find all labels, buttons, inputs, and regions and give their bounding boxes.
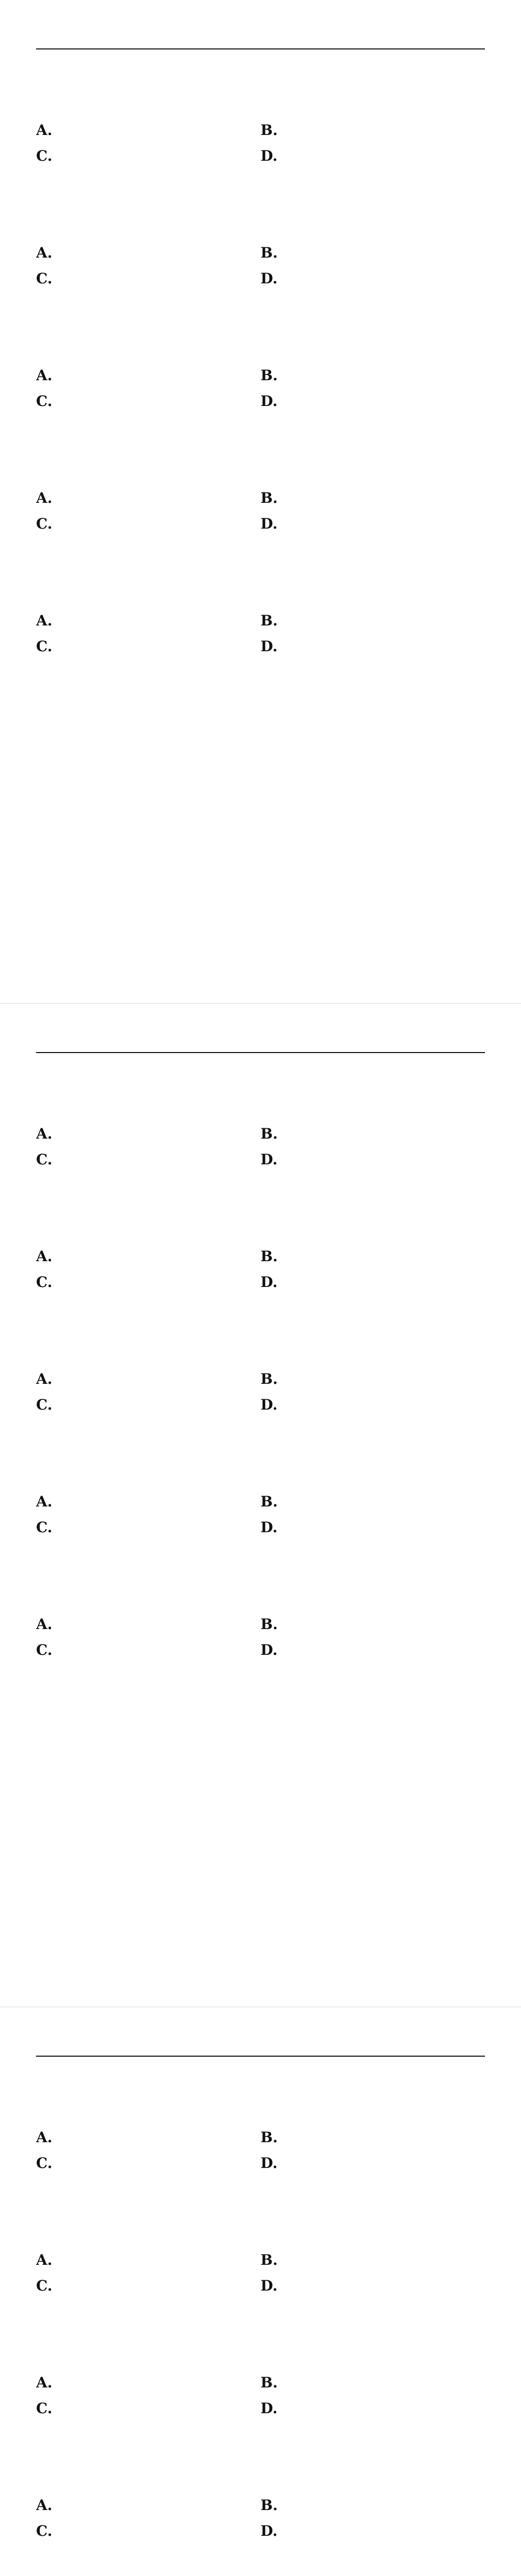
option-a: A. bbox=[36, 2129, 53, 2146]
option-c: C. bbox=[36, 1151, 53, 1168]
problem bbox=[36, 2435, 485, 2544]
option-b: B. bbox=[260, 1370, 278, 1387]
option-d: D. bbox=[260, 2400, 278, 2417]
option-c: C. bbox=[36, 1641, 53, 1658]
option-a: A. bbox=[36, 612, 53, 629]
option-list bbox=[36, 2493, 485, 2544]
option-c: C. bbox=[36, 147, 53, 164]
problem bbox=[36, 60, 485, 169]
worksheet-page bbox=[0, 1004, 521, 2007]
option-list bbox=[36, 117, 485, 169]
option-a: A. bbox=[36, 1125, 53, 1142]
option-list bbox=[36, 2125, 485, 2176]
page-body bbox=[36, 2067, 485, 2576]
option-c: C. bbox=[36, 2155, 53, 2172]
problem-stem bbox=[36, 2312, 485, 2370]
option-list bbox=[36, 1366, 485, 1418]
problem-stem bbox=[36, 1063, 485, 1121]
option-b: B. bbox=[260, 1616, 278, 1633]
option-d: D. bbox=[260, 1151, 278, 1168]
option-c: C. bbox=[36, 270, 53, 287]
option-c: C. bbox=[36, 2277, 53, 2294]
problem bbox=[36, 2190, 485, 2299]
option-a: A. bbox=[36, 1493, 53, 1510]
option-d: D. bbox=[260, 2277, 278, 2294]
problem-stem bbox=[36, 60, 485, 117]
option-b: B. bbox=[260, 1493, 278, 1510]
option-c: C. bbox=[36, 638, 53, 655]
problem bbox=[36, 1309, 485, 1418]
option-b: B. bbox=[260, 2129, 278, 2146]
option-d: D. bbox=[260, 1396, 278, 1413]
option-d: D. bbox=[260, 1519, 278, 1536]
worksheet-page bbox=[0, 2007, 521, 2576]
option-c: C. bbox=[36, 2522, 53, 2539]
option-a: A. bbox=[36, 1370, 53, 1387]
option-a: A. bbox=[36, 367, 53, 384]
option-a: A. bbox=[36, 2374, 53, 2391]
problem bbox=[36, 1431, 485, 1540]
option-b: B. bbox=[260, 367, 278, 384]
problem bbox=[36, 2067, 485, 2176]
page-header bbox=[36, 29, 485, 49]
option-list bbox=[36, 485, 485, 537]
option-d: D. bbox=[260, 638, 278, 655]
option-a: A. bbox=[36, 1248, 53, 1265]
problem-stem bbox=[36, 2435, 485, 2493]
problem-stem bbox=[36, 1186, 485, 1244]
option-list bbox=[36, 1121, 485, 1173]
option-a: A. bbox=[36, 2251, 53, 2268]
option-b: B. bbox=[260, 2374, 278, 2391]
option-list bbox=[36, 1489, 485, 1540]
option-d: D. bbox=[260, 2522, 278, 2539]
option-c: C. bbox=[36, 2400, 53, 2417]
problem-stem bbox=[36, 182, 485, 240]
page-body bbox=[36, 1063, 485, 1950]
option-a: A. bbox=[36, 244, 53, 261]
problem-stem bbox=[36, 2190, 485, 2247]
option-b: B. bbox=[260, 612, 278, 629]
problem-stem bbox=[36, 428, 485, 485]
problem-stem bbox=[36, 1431, 485, 1489]
option-list bbox=[36, 608, 485, 659]
option-c: C. bbox=[36, 1396, 53, 1413]
option-d: D. bbox=[260, 1274, 278, 1291]
option-a: A. bbox=[36, 1616, 53, 1633]
problem bbox=[36, 305, 485, 414]
option-d: D. bbox=[260, 515, 278, 532]
problem-stem bbox=[36, 1309, 485, 1366]
option-list bbox=[36, 1612, 485, 1663]
option-b: B. bbox=[260, 2251, 278, 2268]
option-list bbox=[36, 2247, 485, 2299]
page-footer bbox=[0, 1973, 521, 1986]
option-d: D. bbox=[260, 1641, 278, 1658]
option-b: B. bbox=[260, 1125, 278, 1142]
option-list bbox=[36, 2370, 485, 2421]
option-c: C. bbox=[36, 1519, 53, 1536]
page-footer bbox=[0, 969, 521, 982]
option-d: D. bbox=[260, 2155, 278, 2172]
option-a: A. bbox=[36, 2497, 53, 2514]
problem-stem bbox=[36, 2557, 485, 2576]
option-d: D. bbox=[260, 147, 278, 164]
option-d: D. bbox=[260, 393, 278, 410]
problem-stem bbox=[36, 550, 485, 608]
problem bbox=[36, 1554, 485, 1663]
page-header bbox=[36, 2036, 485, 2057]
option-c: C. bbox=[36, 1274, 53, 1291]
problem-stem bbox=[36, 305, 485, 363]
problem bbox=[36, 2557, 485, 2576]
option-b: B. bbox=[260, 1248, 278, 1265]
page-header bbox=[36, 1032, 485, 1053]
problem bbox=[36, 182, 485, 292]
option-b: B. bbox=[260, 244, 278, 261]
option-list bbox=[36, 363, 485, 414]
option-b: B. bbox=[260, 122, 278, 139]
option-list bbox=[36, 240, 485, 292]
option-c: C. bbox=[36, 393, 53, 410]
option-a: A. bbox=[36, 122, 53, 139]
problem bbox=[36, 1186, 485, 1295]
option-d: D. bbox=[260, 270, 278, 287]
page-body bbox=[36, 60, 485, 946]
problem-stem bbox=[36, 1554, 485, 1612]
problem bbox=[36, 1063, 485, 1173]
option-c: C. bbox=[36, 515, 53, 532]
problem-stem bbox=[36, 2067, 485, 2125]
option-b: B. bbox=[260, 2497, 278, 2514]
worksheet-page bbox=[0, 0, 521, 1004]
problem bbox=[36, 550, 485, 659]
option-a: A. bbox=[36, 489, 53, 506]
problem bbox=[36, 2312, 485, 2421]
option-b: B. bbox=[260, 489, 278, 506]
option-list bbox=[36, 1244, 485, 1295]
problem bbox=[36, 428, 485, 537]
